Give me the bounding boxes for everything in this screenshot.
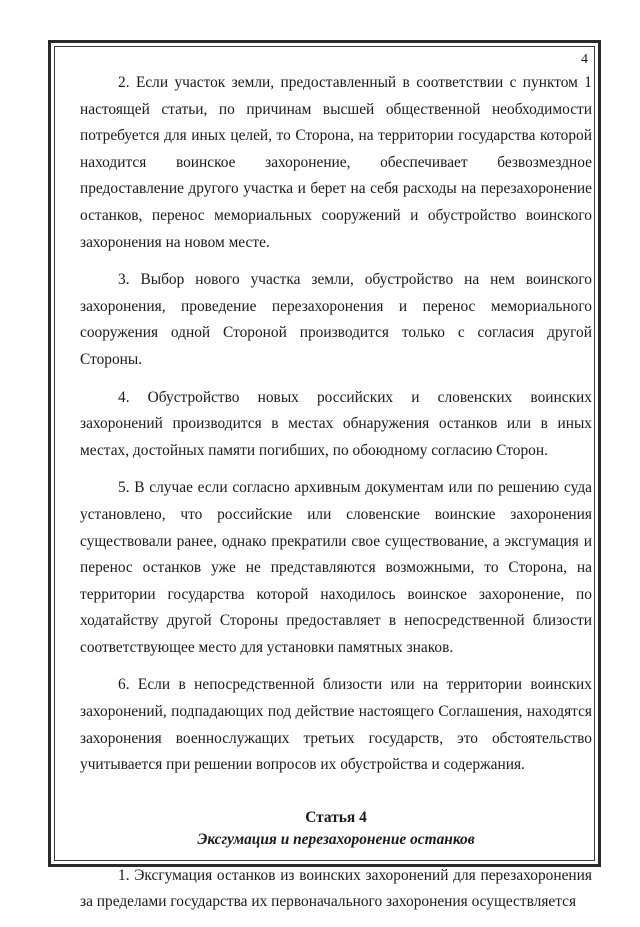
paragraph-5: 5. В случае если согласно архивным документам или по решению суда установлено, что российские или словенские воинские захоронения существовали ранее, однако прекратили свое существование, а эксгумация и перенос останков уже не представляются возможными, то Сторона, на территории государства которой находилось воинское захоронение, по ходатайству другой Стороны предоставляет в непосредственной близости соответствующее место для установки памятных знаков. (80, 479, 592, 656)
document-body (80, 70, 592, 927)
paragraph-3: 3. Выбор нового участка земли, обустройство на нем воинского захоронения, проведение перезахоронения и перенос мемориального сооружения одной Стороной производится только с согласия другой Стороны. (80, 271, 592, 368)
paragraph-4: 4. Обустройство новых российских и словенских воинских захоронений производится в местах обнаружения останков или в иных местах, достойных памяти погибших, по обоюдному согласию Сторон. (80, 388, 592, 459)
article-4-paragraph-1: 1. Эксгумация останков из воинских захоронений для перезахоронения за пределами государства их первоначального захоронения осуществляется (80, 866, 592, 911)
article-heading (80, 807, 592, 851)
page-number: 4 (581, 52, 588, 67)
paragraph-6: 6. Если в непосредственной близости или на территории воинских захоронений, подпадающих под действие настоящего Соглашения, находятся захоронения военнослужащих третьих государств, это обстоятельство учитывается при решении вопросов их обустройства и содержания. (80, 676, 592, 774)
article-number: Статья 4 (305, 808, 367, 826)
article-title: Эксгумация и перезахоронение останков (197, 830, 475, 848)
paragraph-2: 2. Если участок земли, предоставленный в соответствии с пунктом 1 настоящей статьи, по причинам высшей общественной необходимости потребуется для иных целей, то Сторона, на территории государства которой находится воинское захоронение, обеспечивает безвозмездное предоставление другого участка и берет на себя расходы на перезахоронение останков, перенос мемориальных сооружений и обустройство воинского захоронения на новом месте. (80, 74, 592, 251)
